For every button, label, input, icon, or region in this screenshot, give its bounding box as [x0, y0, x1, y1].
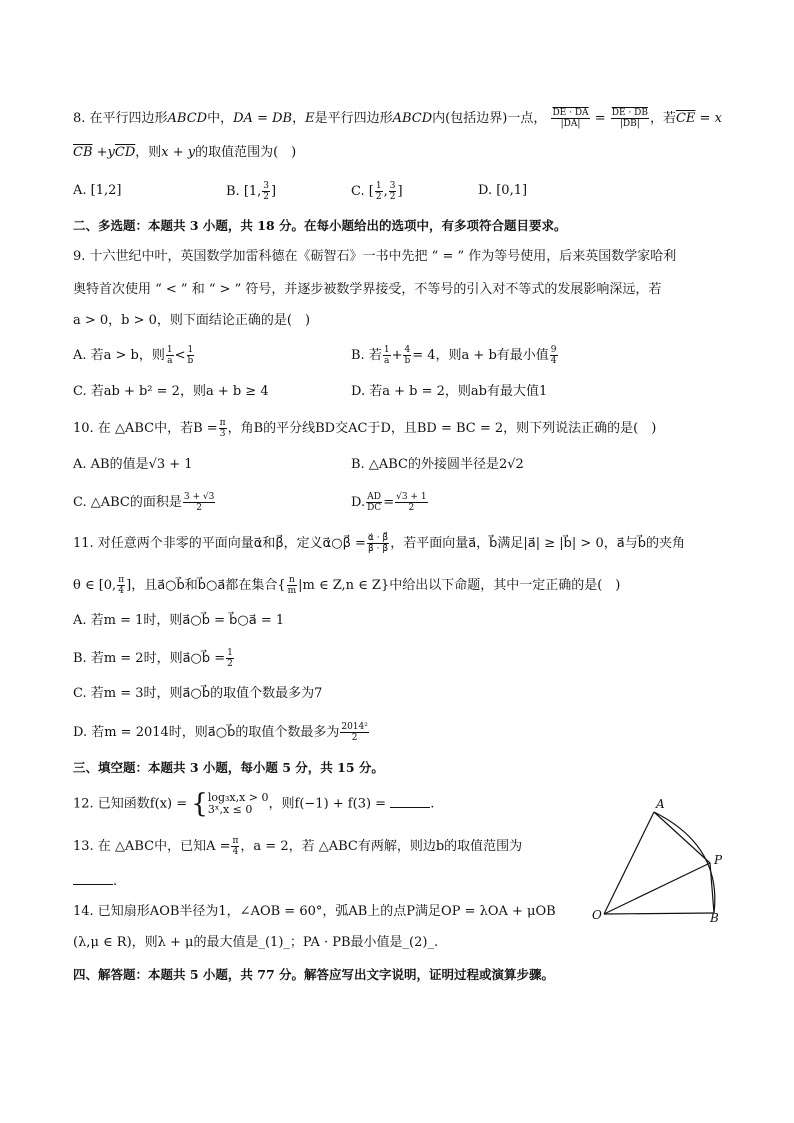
q8-text: ABCD: [392, 111, 433, 126]
q8-text: ，则: [135, 145, 162, 160]
q14-line1: 14. 已知扇形AOB半径为1，∠AOB = 60°，弧AB上的点P满足OP = λOA + μOB: [73, 904, 556, 919]
label-o: O: [592, 908, 602, 922]
q8-text: DA = DB: [233, 111, 293, 126]
q8-text: 内(包括边界)一点，: [432, 111, 547, 126]
q11-line1: 11. 对任意两个非零的平面向量α⃗和β⃗，定义α⃗○β⃗ = $\frac{\alpha⃗ \cdot \beta⃗}{\beta⃗ \cdot \beta⃗}$ ，若平面向量a⃗，b⃗满足|a⃗| ≥ |b⃗| > 0，a⃗与b⃗的夹角: [73, 533, 685, 554]
q9-option-a[interactable]: A. 若a > b，则 $\frac{1}{a}$ < $\frac{1}{b}$: [73, 345, 194, 366]
q14-line2: (λ,μ ∈ R)，则λ + μ的最大值是_(1)_；PA · PB最小值是_(2)_.: [73, 935, 439, 950]
q8-text: 的取值范围为( ): [195, 145, 297, 160]
q8-text: +y: [92, 145, 115, 160]
q8-option-d[interactable]: D. [0,1]: [478, 183, 528, 198]
segment-ob: [604, 913, 714, 914]
section-4-heading: 四、解答题：本题共 5 小题，共 77 分。解答应写出文字说明，证明过程或演算步骤。: [73, 967, 555, 982]
q11-line2: θ ∈ [0, $\frac{\pi}{4}$ ]，且a⃗○b⃗和b⃗○a⃗都在集合{ $\frac{n}{m}$ |m ∈ Z,n ∈ Z}中给出以下命题，其中一定正确的是( ): [73, 575, 621, 596]
segment-op: [604, 863, 710, 914]
section-3-heading: 三、填空题：本题共 3 小题，每小题 5 分，共 15 分。: [73, 760, 384, 775]
q9-option-d[interactable]: D. 若a + b = 2，则ab有最大值1: [351, 384, 548, 399]
q8-text: =: [594, 111, 606, 126]
q8-vector: $\overline{CE}$: [675, 111, 696, 126]
q8-text: 8. 在平行四边形: [73, 111, 168, 126]
piecewise-cases: log₃x,x > 0 3ˣ,x ≤ 0: [207, 791, 269, 816]
q8-text: ，: [292, 111, 306, 126]
q13-line2: .: [73, 872, 117, 892]
segment-pa: [654, 812, 710, 863]
q8-text: 是平行四边形: [314, 111, 393, 126]
q12-answer-blank[interactable]: [390, 795, 430, 808]
label-a: A: [656, 797, 665, 811]
q10-option-c[interactable]: C. △ABC的面积是 $\frac{3 + √3}{2}$: [73, 492, 215, 513]
q9-option-c[interactable]: C. 若ab + b² = 2，则a + b ≥ 4: [73, 384, 269, 399]
q8-fraction-2: $\frac{DE \cdot DB}{|DB|}$: [611, 108, 648, 129]
segment-oa: [604, 812, 654, 914]
q8-text: ABCD: [167, 111, 208, 126]
q8-text: E: [305, 111, 315, 126]
q8-text: 中，: [207, 111, 234, 126]
q8-vector: $\overline{CD}$: [114, 145, 136, 160]
q8-option-b[interactable]: B. [1, $\frac{3}{2}$ ]: [226, 181, 277, 202]
q13-answer-blank[interactable]: [73, 872, 113, 885]
q10-option-b[interactable]: B. △ABC的外接圆半径是2√2: [351, 457, 524, 472]
arc-ab: [654, 812, 715, 913]
label-b: B: [710, 911, 719, 925]
q12-line: 12. 已知函数f(x) = { log₃x,x > 0 3ˣ,x ≤ 0 ，则f(−1) + f(3) = .: [73, 789, 435, 819]
q8-text: x + y: [161, 145, 196, 160]
q10-option-a[interactable]: A. AB的值是√3 + 1: [73, 457, 193, 472]
piecewise-brace: {: [191, 789, 208, 819]
q10-option-d[interactable]: D. $\frac{AD}{DC}$ = $\frac{√3 + 1}{2}$: [351, 492, 427, 513]
q9-line1: 9. 十六世纪中叶，英国数学加雷科德在《砺智石》一书中先把 “ = ” 作为等号使用，后来英国数学家哈利: [73, 249, 677, 264]
q9-option-b[interactable]: B. 若 $\frac{1}{a}$ + $\frac{4}{b}$ = 4，则a + b有最小值 $\frac{9}{4}$: [351, 345, 557, 366]
q11-option-b[interactable]: B. 若m = 2时，则a⃗○b⃗ = $\frac{1}{2}$: [73, 648, 233, 669]
q11-option-c[interactable]: C. 若m = 3时，则a⃗○b⃗的取值个数最多为7: [73, 686, 323, 701]
label-p: P: [714, 853, 723, 867]
q8-text: = x: [695, 111, 722, 126]
q11-option-a[interactable]: A. 若m = 1时，则a⃗○b⃗ = b⃗○a⃗ = 1: [73, 613, 285, 628]
q8-vector: $\overline{CB}$: [73, 145, 93, 160]
q8-option-a[interactable]: A. [1,2]: [73, 183, 122, 198]
q13-line1: 13. 在 △ABC中，已知A = $\frac{\pi}{4}$ ，a = 2，若 △ABC有两解，则边b的取值范围为: [73, 836, 523, 857]
q9-line2: 奥特首次使用 “ < ” 和 “ > ” 符号，并逐步被数学界接受，不等号的引入对不等式的发展影响深远，若: [73, 282, 662, 297]
q8-option-c[interactable]: C. [ $\frac{1}{2}$ , $\frac{3}{2}$ ]: [351, 181, 403, 202]
q8-text: ，若: [649, 111, 676, 126]
section-2-heading: 二、多选题：本题共 3 小题，共 18 分。在每小题给出的选项中，有多项符合题目要求。: [73, 218, 567, 233]
q11-option-d[interactable]: D. 若m = 2014时，则a⃗○b⃗的取值个数最多为 $\frac{\text{2014²}}{2}$: [73, 722, 368, 743]
q8-fraction-1: $\frac{DE \cdot DA}{|DA|}$: [552, 108, 589, 129]
q8-line1: [73, 108, 722, 129]
q8-line2: [73, 143, 296, 163]
q9-line3: a > 0，b > 0，则下面结论正确的是( ): [73, 313, 311, 328]
sector-figure: [586, 796, 736, 926]
q10-line1: 10. 在 △ABC中，若B = $\frac{\pi}{3}$ ，角B的平分线BD交AC于D，且BD = BC = 2，则下列说法正确的是( ): [73, 418, 657, 439]
